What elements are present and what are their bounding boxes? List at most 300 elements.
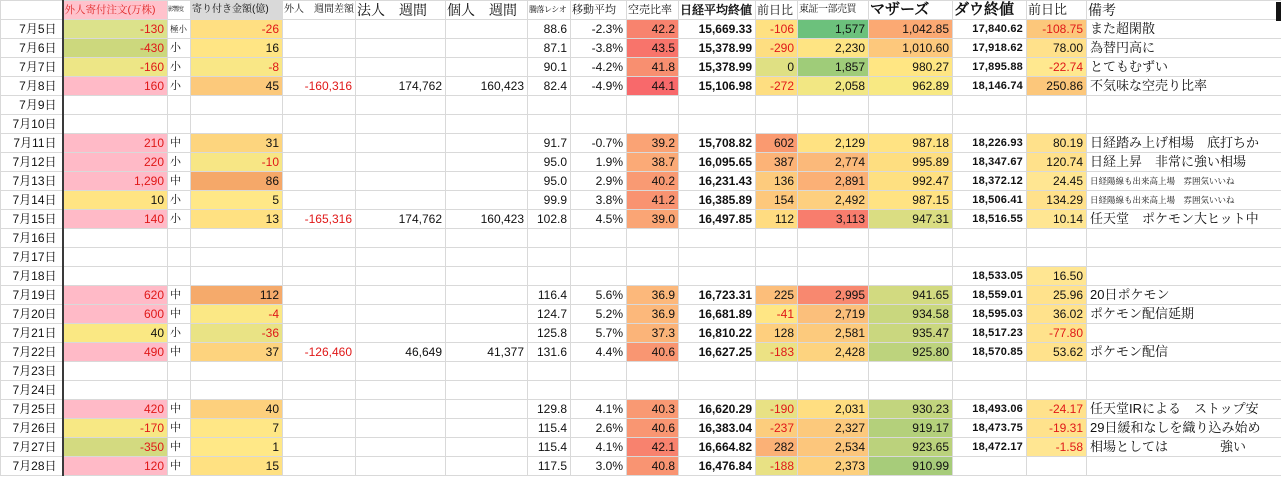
moving-average-cell[interactable]: 3.0% (571, 457, 627, 476)
opening-amount-cell[interactable] (191, 248, 283, 267)
nikkei-change-cell[interactable] (756, 248, 798, 267)
nikkei-close-cell[interactable]: 16,497.85 (679, 210, 756, 229)
date-cell[interactable]: 7月24日 (1, 381, 63, 400)
mothers-cell[interactable]: 935.47 (869, 324, 953, 343)
foreign-weekly-cell[interactable] (283, 286, 356, 305)
dow-change-cell[interactable]: 36.02 (1027, 305, 1087, 324)
date-cell[interactable]: 7月9日 (1, 96, 63, 115)
nikkei-change-cell[interactable]: 0 (756, 58, 798, 77)
opening-amount-cell[interactable]: 40 (191, 400, 283, 419)
foreign-weekly-cell[interactable] (283, 457, 356, 476)
foreign-weekly-cell[interactable] (283, 324, 356, 343)
foreign-orders-cell[interactable]: 220 (63, 153, 168, 172)
notes-cell[interactable]: 日経陽線も出来高上場 雰囲気いいね (1087, 172, 1281, 191)
dow-change-cell[interactable]: 16.50 (1027, 267, 1087, 286)
corporate-weekly-cell[interactable] (356, 324, 446, 343)
date-cell[interactable]: 7月22日 (1, 343, 63, 362)
corporate-weekly-cell[interactable] (356, 305, 446, 324)
short-ratio-cell[interactable] (627, 362, 679, 381)
nikkei-change-cell[interactable]: -237 (756, 419, 798, 438)
foreign-orders-cell[interactable]: 160 (63, 77, 168, 96)
impact-cell[interactable]: 小 (168, 39, 191, 58)
dow-close-cell[interactable]: 17,895.88 (953, 58, 1027, 77)
mothers-cell[interactable]: 987.18 (869, 134, 953, 153)
individual-weekly-cell[interactable] (446, 267, 528, 286)
advance-decline-ratio-cell[interactable]: 115.4 (528, 419, 571, 438)
notes-cell[interactable]: 任天堂IRによる ストップ安 (1087, 400, 1281, 419)
foreign-weekly-cell[interactable] (283, 39, 356, 58)
individual-weekly-cell[interactable] (446, 305, 528, 324)
advance-decline-ratio-cell[interactable]: 124.7 (528, 305, 571, 324)
moving-average-cell[interactable]: 1.9% (571, 153, 627, 172)
advance-decline-ratio-cell[interactable] (528, 115, 571, 134)
nikkei-close-cell[interactable]: 16,620.29 (679, 400, 756, 419)
opening-amount-cell[interactable]: -26 (191, 20, 283, 39)
impact-cell[interactable] (168, 381, 191, 400)
short-ratio-cell[interactable] (627, 115, 679, 134)
header-nikkei-close[interactable]: 日経平均終値 (679, 1, 756, 20)
date-cell[interactable]: 7月14日 (1, 191, 63, 210)
tse-volume-cell[interactable] (798, 267, 869, 286)
nikkei-change-cell[interactable]: -290 (756, 39, 798, 58)
tse-volume-cell[interactable]: 1,577 (798, 20, 869, 39)
opening-amount-cell[interactable]: 112 (191, 286, 283, 305)
notes-cell[interactable]: ポケモン配信 (1087, 343, 1281, 362)
impact-cell[interactable]: 中 (168, 134, 191, 153)
individual-weekly-cell[interactable] (446, 324, 528, 343)
mothers-cell[interactable] (869, 267, 953, 286)
nikkei-close-cell[interactable]: 16,385.89 (679, 191, 756, 210)
foreign-weekly-cell[interactable] (283, 20, 356, 39)
header-tse-volume[interactable]: 東証一部売買 (798, 1, 869, 20)
header-moving-average[interactable]: 移動平均 (571, 1, 627, 20)
nikkei-close-cell[interactable] (679, 96, 756, 115)
opening-amount-cell[interactable]: 15 (191, 457, 283, 476)
corporate-weekly-cell[interactable] (356, 362, 446, 381)
foreign-weekly-cell[interactable] (283, 58, 356, 77)
advance-decline-ratio-cell[interactable] (528, 248, 571, 267)
foreign-weekly-cell[interactable]: -126,460 (283, 343, 356, 362)
dow-change-cell[interactable]: 134.29 (1027, 191, 1087, 210)
opening-amount-cell[interactable]: -4 (191, 305, 283, 324)
short-ratio-cell[interactable] (627, 96, 679, 115)
individual-weekly-cell[interactable] (446, 172, 528, 191)
moving-average-cell[interactable] (571, 381, 627, 400)
nikkei-close-cell[interactable]: 15,378.99 (679, 39, 756, 58)
moving-average-cell[interactable]: -2.3% (571, 20, 627, 39)
dow-close-cell[interactable]: 18,595.03 (953, 305, 1027, 324)
foreign-weekly-cell[interactable]: -160,316 (283, 77, 356, 96)
foreign-orders-cell[interactable]: 490 (63, 343, 168, 362)
notes-cell[interactable] (1087, 324, 1281, 343)
tse-volume-cell[interactable]: 2,891 (798, 172, 869, 191)
moving-average-cell[interactable]: -0.7% (571, 134, 627, 153)
nikkei-change-cell[interactable] (756, 229, 798, 248)
mothers-cell[interactable]: 980.27 (869, 58, 953, 77)
tse-volume-cell[interactable]: 2,719 (798, 305, 869, 324)
foreign-orders-cell[interactable]: 620 (63, 286, 168, 305)
short-ratio-cell[interactable]: 36.9 (627, 305, 679, 324)
tse-volume-cell[interactable] (798, 229, 869, 248)
date-cell[interactable]: 7月13日 (1, 172, 63, 191)
notes-cell[interactable]: 日経踏み上げ相場 底打ちか (1087, 134, 1281, 153)
impact-cell[interactable] (168, 267, 191, 286)
foreign-orders-cell[interactable]: 40 (63, 324, 168, 343)
nikkei-change-cell[interactable] (756, 362, 798, 381)
foreign-orders-cell[interactable]: 420 (63, 400, 168, 419)
notes-cell[interactable]: 不気味な空売り比率 (1087, 77, 1281, 96)
tse-volume-cell[interactable]: 2,492 (798, 191, 869, 210)
impact-cell[interactable]: 中 (168, 286, 191, 305)
dow-close-cell[interactable] (953, 96, 1027, 115)
corporate-weekly-cell[interactable]: 174,762 (356, 77, 446, 96)
short-ratio-cell[interactable] (627, 248, 679, 267)
foreign-orders-cell[interactable]: 600 (63, 305, 168, 324)
header-mothers[interactable]: マザーズ (869, 1, 953, 20)
opening-amount-cell[interactable] (191, 267, 283, 286)
foreign-weekly-cell[interactable] (283, 362, 356, 381)
opening-amount-cell[interactable]: 31 (191, 134, 283, 153)
individual-weekly-cell[interactable] (446, 457, 528, 476)
tse-volume-cell[interactable]: 2,428 (798, 343, 869, 362)
short-ratio-cell[interactable] (627, 267, 679, 286)
dow-change-cell[interactable] (1027, 248, 1087, 267)
individual-weekly-cell[interactable] (446, 286, 528, 305)
notes-cell[interactable] (1087, 457, 1281, 476)
nikkei-change-cell[interactable]: 225 (756, 286, 798, 305)
nikkei-change-cell[interactable]: 282 (756, 438, 798, 457)
impact-cell[interactable]: 小 (168, 324, 191, 343)
individual-weekly-cell[interactable] (446, 58, 528, 77)
advance-decline-ratio-cell[interactable]: 82.4 (528, 77, 571, 96)
corporate-weekly-cell[interactable] (356, 172, 446, 191)
nikkei-close-cell[interactable]: 16,476.84 (679, 457, 756, 476)
foreign-weekly-cell[interactable] (283, 191, 356, 210)
date-cell[interactable]: 7月15日 (1, 210, 63, 229)
moving-average-cell[interactable] (571, 267, 627, 286)
moving-average-cell[interactable]: -4.9% (571, 77, 627, 96)
nikkei-change-cell[interactable]: -188 (756, 457, 798, 476)
individual-weekly-cell[interactable] (446, 191, 528, 210)
header-dow-close[interactable]: ダウ終値 (953, 1, 1027, 20)
mothers-cell[interactable]: 1,042.85 (869, 20, 953, 39)
date-cell[interactable]: 7月19日 (1, 286, 63, 305)
date-cell[interactable]: 7月8日 (1, 77, 63, 96)
individual-weekly-cell[interactable] (446, 39, 528, 58)
dow-change-cell[interactable] (1027, 115, 1087, 134)
moving-average-cell[interactable] (571, 96, 627, 115)
dow-close-cell[interactable]: 17,918.62 (953, 39, 1027, 58)
date-cell[interactable]: 7月10日 (1, 115, 63, 134)
header-opening-amount[interactable]: 寄り付き金額(億) (191, 1, 283, 20)
opening-amount-cell[interactable]: 1 (191, 438, 283, 457)
moving-average-cell[interactable]: -3.8% (571, 39, 627, 58)
mothers-cell[interactable]: 919.17 (869, 419, 953, 438)
mothers-cell[interactable]: 1,010.60 (869, 39, 953, 58)
date-cell[interactable]: 7月6日 (1, 39, 63, 58)
dow-close-cell[interactable] (953, 115, 1027, 134)
individual-weekly-cell[interactable] (446, 419, 528, 438)
notes-cell[interactable] (1087, 115, 1281, 134)
advance-decline-ratio-cell[interactable]: 87.1 (528, 39, 571, 58)
moving-average-cell[interactable] (571, 362, 627, 381)
corporate-weekly-cell[interactable] (356, 457, 446, 476)
opening-amount-cell[interactable]: -36 (191, 324, 283, 343)
short-ratio-cell[interactable]: 37.3 (627, 324, 679, 343)
notes-cell[interactable] (1087, 362, 1281, 381)
mothers-cell[interactable]: 910.99 (869, 457, 953, 476)
nikkei-change-cell[interactable]: -106 (756, 20, 798, 39)
opening-amount-cell[interactable] (191, 362, 283, 381)
impact-cell[interactable] (168, 96, 191, 115)
header-corporate-weekly[interactable]: 法人 週間 (356, 1, 446, 20)
short-ratio-cell[interactable]: 40.3 (627, 400, 679, 419)
moving-average-cell[interactable]: 5.6% (571, 286, 627, 305)
tse-volume-cell[interactable]: 2,774 (798, 153, 869, 172)
date-cell[interactable]: 7月26日 (1, 419, 63, 438)
short-ratio-cell[interactable]: 39.2 (627, 134, 679, 153)
individual-weekly-cell[interactable] (446, 115, 528, 134)
header-notes[interactable]: 備考 (1087, 1, 1281, 20)
advance-decline-ratio-cell[interactable]: 115.4 (528, 438, 571, 457)
dow-close-cell[interactable]: 18,347.67 (953, 153, 1027, 172)
tse-volume-cell[interactable]: 2,129 (798, 134, 869, 153)
foreign-weekly-cell[interactable] (283, 419, 356, 438)
corporate-weekly-cell[interactable] (356, 438, 446, 457)
header-foreign-orders[interactable]: 外人寄付注文(万株) (63, 1, 168, 20)
notes-cell[interactable]: また超閑散 (1087, 20, 1281, 39)
nikkei-close-cell[interactable]: 15,378.99 (679, 58, 756, 77)
dow-change-cell[interactable] (1027, 229, 1087, 248)
nikkei-change-cell[interactable] (756, 115, 798, 134)
notes-cell[interactable]: ポケモン配信延期 (1087, 305, 1281, 324)
tse-volume-cell[interactable]: 3,113 (798, 210, 869, 229)
mothers-cell[interactable]: 987.15 (869, 191, 953, 210)
advance-decline-ratio-cell[interactable] (528, 267, 571, 286)
impact-cell[interactable]: 中 (168, 438, 191, 457)
individual-weekly-cell[interactable] (446, 381, 528, 400)
short-ratio-cell[interactable]: 40.8 (627, 457, 679, 476)
nikkei-close-cell[interactable] (679, 248, 756, 267)
opening-amount-cell[interactable]: 5 (191, 191, 283, 210)
individual-weekly-cell[interactable] (446, 229, 528, 248)
tse-volume-cell[interactable] (798, 96, 869, 115)
corporate-weekly-cell[interactable] (356, 134, 446, 153)
opening-amount-cell[interactable] (191, 381, 283, 400)
nikkei-close-cell[interactable] (679, 267, 756, 286)
foreign-orders-cell[interactable]: 140 (63, 210, 168, 229)
foreign-weekly-cell[interactable] (283, 438, 356, 457)
header-dow-change[interactable]: 前日比 (1027, 1, 1087, 20)
mothers-cell[interactable]: 923.65 (869, 438, 953, 457)
short-ratio-cell[interactable] (627, 229, 679, 248)
foreign-orders-cell[interactable] (63, 115, 168, 134)
foreign-orders-cell[interactable] (63, 96, 168, 115)
nikkei-close-cell[interactable] (679, 115, 756, 134)
mothers-cell[interactable] (869, 362, 953, 381)
date-cell[interactable]: 7月23日 (1, 362, 63, 381)
foreign-orders-cell[interactable]: -350 (63, 438, 168, 457)
foreign-weekly-cell[interactable] (283, 381, 356, 400)
individual-weekly-cell[interactable]: 41,377 (446, 343, 528, 362)
nikkei-close-cell[interactable]: 16,383.04 (679, 419, 756, 438)
dow-close-cell[interactable] (953, 381, 1027, 400)
individual-weekly-cell[interactable] (446, 20, 528, 39)
dow-change-cell[interactable]: -1.58 (1027, 438, 1087, 457)
individual-weekly-cell[interactable] (446, 134, 528, 153)
impact-cell[interactable]: 中 (168, 400, 191, 419)
nikkei-change-cell[interactable] (756, 267, 798, 286)
notes-cell[interactable]: 相場としては 強い (1087, 438, 1281, 457)
corporate-weekly-cell[interactable] (356, 153, 446, 172)
advance-decline-ratio-cell[interactable]: 95.0 (528, 172, 571, 191)
advance-decline-ratio-cell[interactable] (528, 229, 571, 248)
nikkei-close-cell[interactable]: 15,708.82 (679, 134, 756, 153)
impact-cell[interactable]: 中 (168, 172, 191, 191)
tse-volume-cell[interactable]: 2,581 (798, 324, 869, 343)
foreign-weekly-cell[interactable] (283, 153, 356, 172)
opening-amount-cell[interactable]: -8 (191, 58, 283, 77)
date-cell[interactable]: 7月11日 (1, 134, 63, 153)
header-impact[interactable]: 影響度 (168, 1, 191, 20)
dow-close-cell[interactable]: 18,506.41 (953, 191, 1027, 210)
nikkei-change-cell[interactable]: 602 (756, 134, 798, 153)
dow-change-cell[interactable]: 25.96 (1027, 286, 1087, 305)
dow-change-cell[interactable]: 53.62 (1027, 343, 1087, 362)
individual-weekly-cell[interactable]: 160,423 (446, 77, 528, 96)
foreign-weekly-cell[interactable] (283, 172, 356, 191)
individual-weekly-cell[interactable] (446, 400, 528, 419)
dow-change-cell[interactable]: 80.19 (1027, 134, 1087, 153)
short-ratio-cell[interactable]: 41.8 (627, 58, 679, 77)
header-advance-decline-ratio[interactable]: 騰落レシオ (528, 1, 571, 20)
date-cell[interactable]: 7月27日 (1, 438, 63, 457)
tse-volume-cell[interactable] (798, 248, 869, 267)
mothers-cell[interactable]: 925.80 (869, 343, 953, 362)
foreign-orders-cell[interactable] (63, 248, 168, 267)
date-cell[interactable]: 7月16日 (1, 229, 63, 248)
corporate-weekly-cell[interactable] (356, 229, 446, 248)
impact-cell[interactable]: 小 (168, 210, 191, 229)
moving-average-cell[interactable]: -4.2% (571, 58, 627, 77)
tse-volume-cell[interactable]: 2,230 (798, 39, 869, 58)
dow-change-cell[interactable]: 120.74 (1027, 153, 1087, 172)
dow-change-cell[interactable] (1027, 457, 1087, 476)
mothers-cell[interactable]: 930.23 (869, 400, 953, 419)
dow-close-cell[interactable]: 18,517.23 (953, 324, 1027, 343)
tse-volume-cell[interactable]: 2,058 (798, 77, 869, 96)
nikkei-close-cell[interactable]: 16,095.65 (679, 153, 756, 172)
nikkei-change-cell[interactable]: -183 (756, 343, 798, 362)
opening-amount-cell[interactable] (191, 229, 283, 248)
dow-close-cell[interactable]: 18,559.01 (953, 286, 1027, 305)
moving-average-cell[interactable]: 4.1% (571, 438, 627, 457)
mothers-cell[interactable] (869, 248, 953, 267)
dow-change-cell[interactable] (1027, 381, 1087, 400)
moving-average-cell[interactable] (571, 248, 627, 267)
opening-amount-cell[interactable]: 16 (191, 39, 283, 58)
foreign-orders-cell[interactable]: 1,290 (63, 172, 168, 191)
foreign-weekly-cell[interactable] (283, 248, 356, 267)
moving-average-cell[interactable]: 5.2% (571, 305, 627, 324)
nikkei-close-cell[interactable]: 16,681.89 (679, 305, 756, 324)
nikkei-close-cell[interactable] (679, 229, 756, 248)
moving-average-cell[interactable]: 2.9% (571, 172, 627, 191)
moving-average-cell[interactable]: 4.1% (571, 400, 627, 419)
dow-close-cell[interactable]: 18,372.12 (953, 172, 1027, 191)
opening-amount-cell[interactable]: -10 (191, 153, 283, 172)
opening-amount-cell[interactable] (191, 96, 283, 115)
mothers-cell[interactable]: 934.58 (869, 305, 953, 324)
nikkei-change-cell[interactable]: 136 (756, 172, 798, 191)
moving-average-cell[interactable]: 4.4% (571, 343, 627, 362)
dow-close-cell[interactable]: 18,472.17 (953, 438, 1027, 457)
dow-close-cell[interactable]: 18,570.85 (953, 343, 1027, 362)
impact-cell[interactable]: 中 (168, 457, 191, 476)
notes-cell[interactable]: とてもむずい (1087, 58, 1281, 77)
foreign-orders-cell[interactable] (63, 381, 168, 400)
impact-cell[interactable]: 小 (168, 58, 191, 77)
dow-close-cell[interactable] (953, 229, 1027, 248)
corporate-weekly-cell[interactable] (356, 381, 446, 400)
corporate-weekly-cell[interactable] (356, 115, 446, 134)
nikkei-change-cell[interactable] (756, 96, 798, 115)
corporate-weekly-cell[interactable] (356, 286, 446, 305)
opening-amount-cell[interactable]: 45 (191, 77, 283, 96)
foreign-orders-cell[interactable] (63, 229, 168, 248)
header-nikkei-change[interactable]: 前日比 (756, 1, 798, 20)
date-cell[interactable]: 7月7日 (1, 58, 63, 77)
tse-volume-cell[interactable]: 2,995 (798, 286, 869, 305)
foreign-weekly-cell[interactable] (283, 229, 356, 248)
nikkei-close-cell[interactable]: 16,810.22 (679, 324, 756, 343)
nikkei-close-cell[interactable]: 16,231.43 (679, 172, 756, 191)
moving-average-cell[interactable] (571, 115, 627, 134)
corporate-weekly-cell[interactable] (356, 248, 446, 267)
date-cell[interactable]: 7月25日 (1, 400, 63, 419)
dow-change-cell[interactable]: -19.31 (1027, 419, 1087, 438)
notes-cell[interactable] (1087, 248, 1281, 267)
impact-cell[interactable] (168, 229, 191, 248)
nikkei-change-cell[interactable] (756, 381, 798, 400)
nikkei-change-cell[interactable]: 128 (756, 324, 798, 343)
nikkei-change-cell[interactable]: -190 (756, 400, 798, 419)
notes-cell[interactable] (1087, 267, 1281, 286)
dow-close-cell[interactable]: 18,516.55 (953, 210, 1027, 229)
dow-close-cell[interactable]: 18,146.74 (953, 77, 1027, 96)
dow-change-cell[interactable]: -24.17 (1027, 400, 1087, 419)
advance-decline-ratio-cell[interactable]: 125.8 (528, 324, 571, 343)
individual-weekly-cell[interactable]: 160,423 (446, 210, 528, 229)
notes-cell[interactable]: 日経上昇 非常に強い相場 (1087, 153, 1281, 172)
short-ratio-cell[interactable] (627, 381, 679, 400)
nikkei-close-cell[interactable] (679, 362, 756, 381)
advance-decline-ratio-cell[interactable]: 116.4 (528, 286, 571, 305)
mothers-cell[interactable] (869, 115, 953, 134)
nikkei-close-cell[interactable]: 16,664.82 (679, 438, 756, 457)
foreign-weekly-cell[interactable] (283, 96, 356, 115)
date-cell[interactable]: 7月21日 (1, 324, 63, 343)
foreign-orders-cell[interactable]: -130 (63, 20, 168, 39)
dow-close-cell[interactable] (953, 362, 1027, 381)
impact-cell[interactable]: 小 (168, 191, 191, 210)
notes-cell[interactable]: 任天堂 ポケモン大ヒット中 (1087, 210, 1281, 229)
corporate-weekly-cell[interactable] (356, 419, 446, 438)
advance-decline-ratio-cell[interactable]: 95.0 (528, 153, 571, 172)
tse-volume-cell[interactable] (798, 381, 869, 400)
foreign-orders-cell[interactable]: 120 (63, 457, 168, 476)
corporate-weekly-cell[interactable] (356, 191, 446, 210)
